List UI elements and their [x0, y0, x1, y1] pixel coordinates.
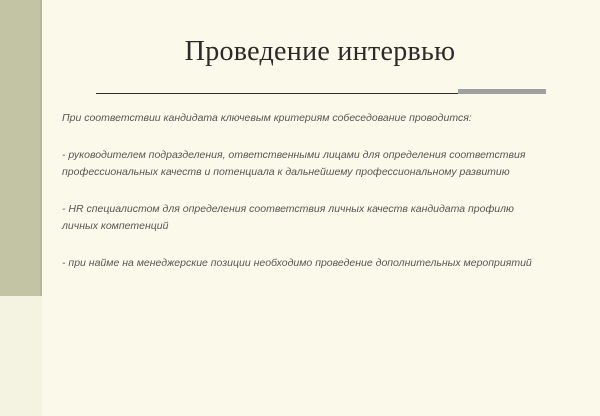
left-accent-bar-edge	[40, 0, 42, 296]
bullet-hr-interview: - HR специалистом для определения соответствия личных качеств кандидата профилю личных компетенций	[62, 203, 514, 232]
left-bottom-panel	[0, 296, 42, 416]
slide-body	[62, 110, 542, 292]
left-accent-bar	[0, 0, 40, 296]
bullet-managerial-positions: - при найме на менеджерские позиции необходимо проведение дополнительных мероприятий	[62, 257, 532, 269]
title-underline-accent	[458, 89, 546, 94]
intro-paragraph: При соответствии кандидата ключевым критериям собеседование проводится:	[62, 112, 472, 124]
slide-title: Проведение интервью	[184, 36, 456, 67]
bullet-manager-interview: - руководителем подразделения, ответственными лицами для определения соответствия профессиональных качеств и потенциала к дальнейшему профессиональному развитию	[62, 149, 526, 178]
